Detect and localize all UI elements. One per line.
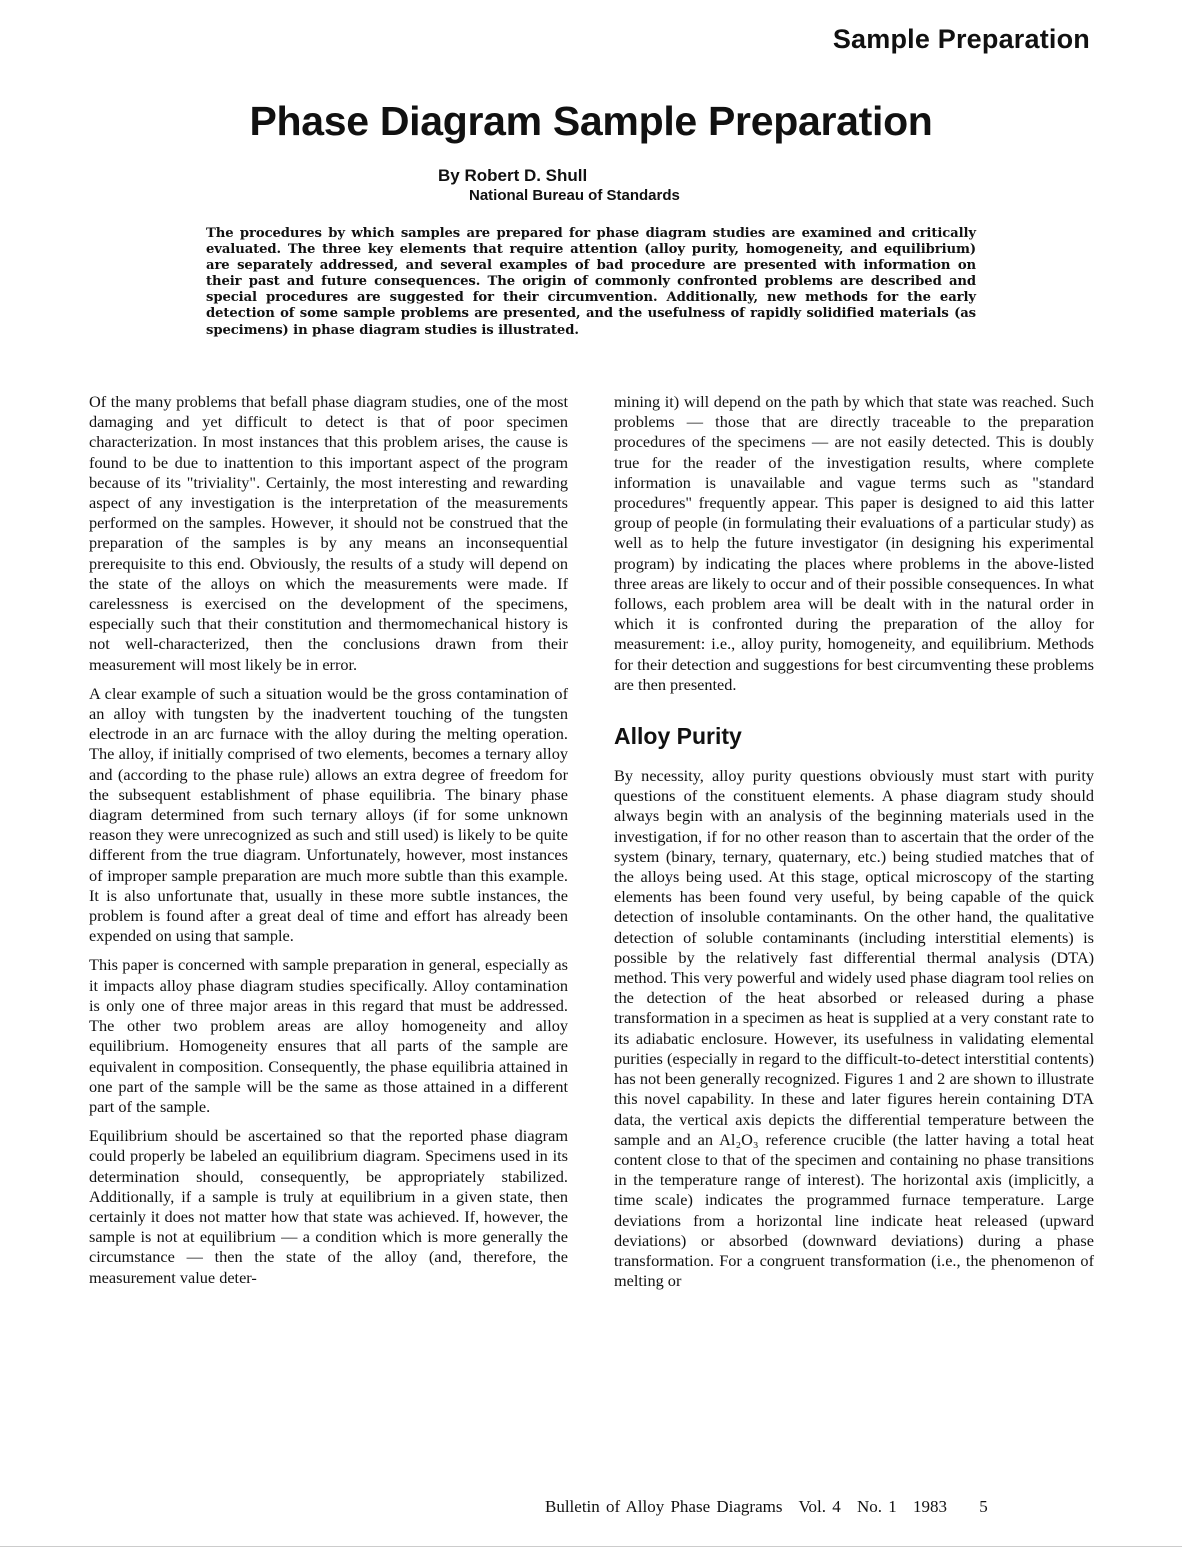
page-number: 5 <box>979 1497 988 1516</box>
article-title: Phase Diagram Sample Preparation <box>249 98 933 144</box>
paragraph-text: By necessity, alloy purity questions obviously must start with purity questions of the constituent elements. A phase diagram study should always begin with an analysis of the beginning materials used in the investigation, if for no other reason than to ascertain that the order of the system (binary, ternary, quaternary, etc.) being studied matches that of the alloys being used. At this stage, optical microscopy of the starting elements has been found very useful, by being capable of the quick detection of insoluble contaminants. On the other hand, the qualitative detection of soluble contaminants (including interstitial elements) is possible by the relatively fast differential thermal analysis (DTA) method. This very powerful and widely used phase diagram tool relies on the detection of the heat absorbed or released during a phase transformation in a specimen as heat is supplied at a very constant rate to its adiabatic enclosure. However, its usefulness in validating elemental purities (especially in regard to the difficult-to-detect interstitial contents) has not been generally recognized. Figures 1 and 2 are shown to illustrate this novel capability. In these and later figures herein containing DTA data, the vertical axis depicts the differential temperature between the sample and an <box>614 766 1094 1149</box>
body-paragraph: mining it) will depend on the path by which that state was reached. Such problems — those that are directly traceable to the preparation procedures of the specimens — are not easily detected. This is doubly true for the reader of the investigation results, where complete information is unavailable and vague terms such as "standard procedures" frequently appear. This paper is designed to aid this latter group of people (in formulating their evaluations of a particular study) as well as to help the future investigator (in designing his experimental program) by indicating the places where problems in the above-listed three areas are likely to occur and of their possible consequences. In what follows, each problem area will be dealt with in the natural order in which it is confronted during the preparation of the alloy for measurement: i.e., alloy purity, homogeneity, and equilibrium. Methods for their detection and suggestions for best circumventing these problems are then presented. <box>614 392 1094 694</box>
issue-number: No. 1 <box>857 1497 897 1516</box>
chemical-formula: Al₂O₃ <box>719 1129 759 1149</box>
page-edge-rule <box>0 1546 1182 1547</box>
author-affiliation: National Bureau of Standards <box>469 187 680 204</box>
body-paragraph: This paper is concerned with sample preparation in general, especially as it impacts alloy phase diagram studies specifically. Alloy contamination is only one of three major areas in this regard that must be addressed. The other two problem areas are alloy homogeneity and alloy equilibrium. Homogeneity ensures that all parts of the sample are equivalent in composition. Consequently, the phase equilibria attained in one part of the sample will be the same as those attained in a different part of the sample. <box>89 955 568 1116</box>
section-header: Sample Preparation <box>832 24 1090 54</box>
body-paragraph <box>614 766 1094 1291</box>
journal-name: Bulletin of Alloy Phase Diagrams <box>545 1497 783 1516</box>
section-heading-alloy-purity: Alloy Purity <box>614 723 742 750</box>
right-column <box>614 392 1094 1300</box>
page-footer <box>545 1497 988 1517</box>
author-byline: By Robert D. Shull <box>438 166 588 185</box>
body-paragraph: A clear example of such a situation would be the gross contamination of an alloy with tungsten by the inadvertent touching of the tungsten electrode in an arc furnace with the alloy during the melting operation. The alloy, if initially comprised of two elements, becomes a ternary alloy and (according to the phase rule) allows an extra degree of freedom for the subsequent establishment of phase equilibria. The binary phase diagram determined from such ternary alloys (if for some unknown reason they were unrecognized as such and still used) is likely to be quite different from the true diagram. Unfortunately, however, most instances of improper sample preparation are much more subtle than this example. It is also unfortunate that, usually in these more subtle instances, the problem is found after a great deal of time and effort has already been expended on using that sample. <box>89 683 568 946</box>
paragraph-text: reference crucible (the latter having a total heat content close to that of the specimen and containing no phase transitions in the temperature range of interest). The horizontal axis (implicitly, a time scale) indicates the programmed furnace temperature. Large deviations from a horizontal line indicate heat released (upward deviations) or absorbed (downward deviations) during a phase transformation. For a congruent transformation (i.e., the phenomenon of melting or <box>614 1129 1094 1291</box>
abstract: The procedures by which samples are prepared for phase diagram studies are examined and critically evaluated. The three key elements that require attention (alloy purity, homogeneity, and equilibrium) are separately addressed, and several examples of bad procedure are presented with information on their past and future consequences. The origin of commonly confronted problems are described and special procedures are suggested for their circumvention. Additionally, new methods for the early detection of some sample problems are presented, and the usefulness of rapidly solidified materials (as specimens) in phase diagram studies is illustrated. <box>206 226 976 338</box>
body-paragraph: Of the many problems that befall phase diagram studies, one of the most damaging and yet difficult to detect is that of poor specimen characterization. In most instances that this problem arises, the cause is found to be due to inattention to this important aspect of the program because of its "triviality". Certainly, the most interesting and rewarding aspect of any investigation is the interpretation of the measurements performed on the samples. However, it should not be construed that the preparation of the samples is by any means an inconsequential prerequisite to this end. Obviously, the results of a study will depend on the state of the alloys on which the measurements were made. If carelessness is exercised on the development of the specimens, especially such that their constitution and thermomechanical history is not well-characterized, then the conclusions drawn from their measurement will most likely be in error. <box>89 392 568 674</box>
year: 1983 <box>913 1497 948 1516</box>
left-column <box>89 392 568 1297</box>
volume: Vol. 4 <box>798 1497 841 1516</box>
body-paragraph: Equilibrium should be ascertained so that the reported phase diagram could properly be labeled an equilibrium diagram. Specimens used in its determination should, consequently, be appropriately stabilized. Additionally, if a sample is truly at equilibrium in a given state, then certainly it does not matter how that state was achieved. If, however, the sample is not at equilibrium — a condition which is more generally the circumstance — then the state of the alloy (and, therefore, the measurement value deter- <box>89 1126 568 1287</box>
